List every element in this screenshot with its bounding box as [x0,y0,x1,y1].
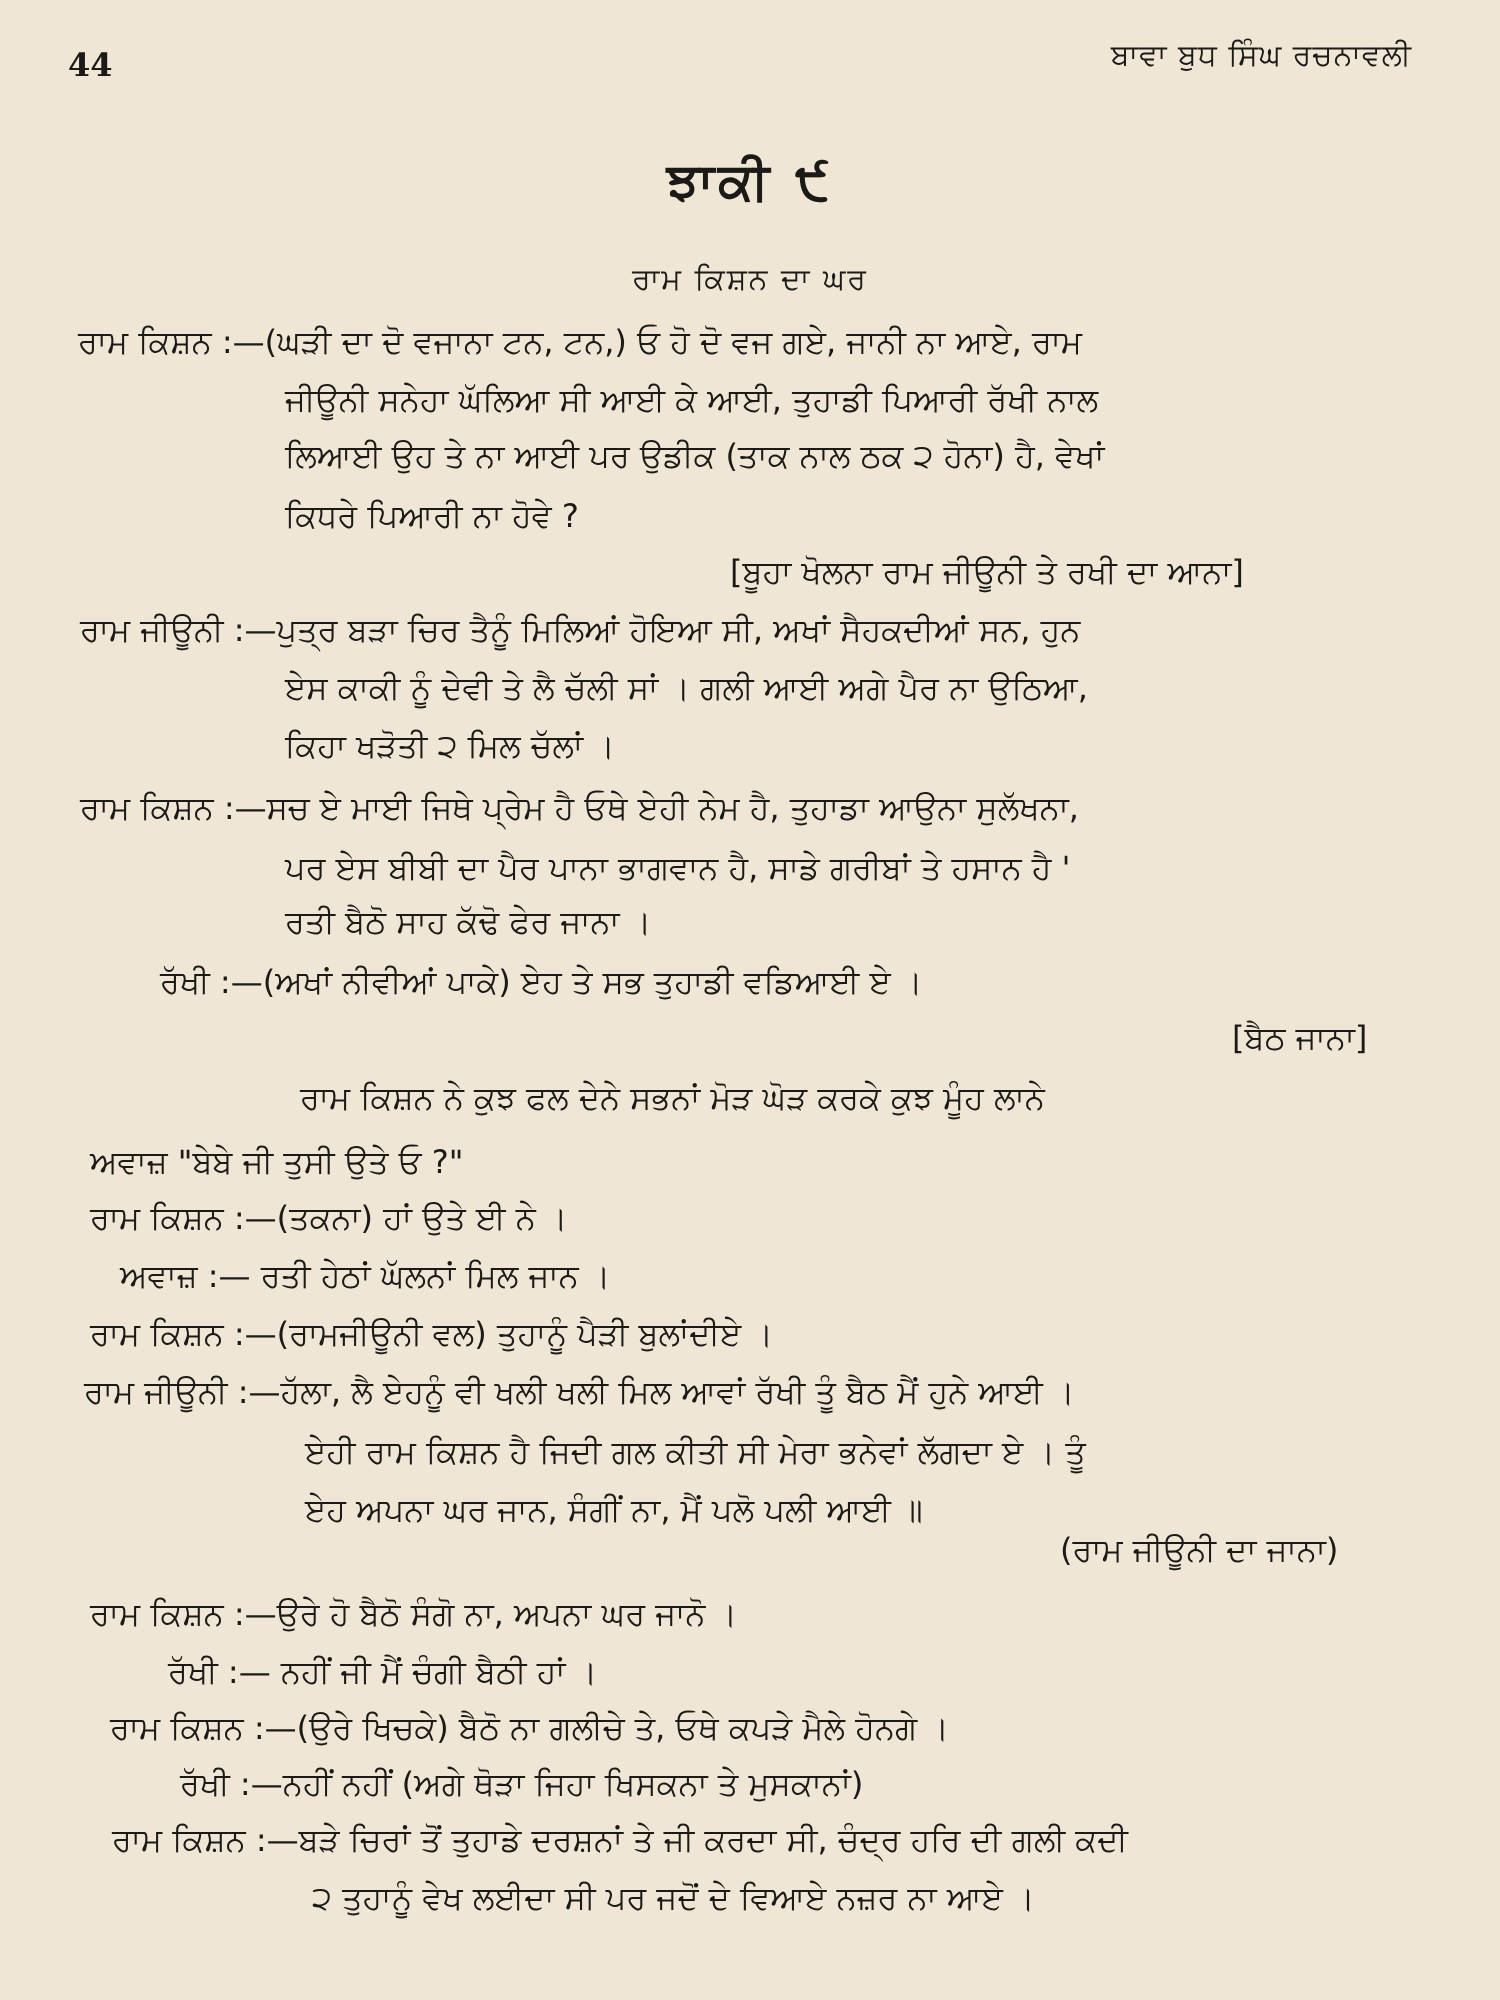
text-line: ਰਾਮ ਜੀਊਨੀ :—ਪੁਤ੍ਰ ਬੜਾ ਚਿਰ ਤੈਨੂੰ ਮਿਲਿਆਂ ਹੋਇਆ ਸੀ, ਅਖਾਂ ਸੈਹਕਦੀਆਂ ਸਨ, ਹੁਨ [80,611,1081,649]
stage-direction: (ਰਾਮ ਜੀਊਨੀ ਦਾ ਜਾਨਾ) [1060,1531,1339,1569]
text-line: ਕਿਹਾ ਖੜੋਤੀ ੨ ਮਿਲ ਚੱਲਾਂ । [285,727,615,765]
text-line: ਏਸ ਕਾਕੀ ਨੂੰ ਦੇਵੀ ਤੇ ਲੈ ਚੱਲੀ ਸਾਂ । ਗਲੀ ਆਈ ਅਗੇ ਪੈਰ ਨਾ ਉਠਿਆ, [285,669,1088,707]
text-line: ਰਾਮ ਕਿਸ਼ਨ :—ਉਰੇ ਹੋ ਬੈਠੋ ਸੰਗੋ ਨਾ, ਅਪਨਾ ਘਰ ਜਾਨੋ । [90,1595,738,1633]
text-line: ਰੱਖੀ :—(ਅਖਾਂ ਨੀਵੀਆਂ ਪਾਕੇ) ਏਹ ਤੇ ਸਭ ਤੁਹਾਡੀ ਵਡਿਆਈ ਏ । [160,963,923,1001]
text-line: ਰੱਖੀ :— ਨਹੀਂ ਜੀ ਮੈਂ ਚੰਗੀ ਬੈਠੀ ਹਾਂ । [168,1653,598,1691]
text-line: ਰਾਮ ਕਿਸ਼ਨ :—(ਘੜੀ ਦਾ ਦੋ ਵਜਾਨਾ ਟਨ, ਟਨ,) ਓ ਹੋ ਦੋ ਵਜ ਗਏ, ਜਾਨੀ ਨਾ ਆਏ, ਰਾਮ [78,323,1082,361]
text-line: ਪਰ ਏਸ ਬੀਬੀ ਦਾ ਪੈਰ ਪਾਨਾ ਭਾਗਵਾਨ ਹੈ, ਸਾਡੇ ਗਰੀਬਾਂ ਤੇ ਹਸਾਨ ਹੈ ' [285,849,1071,887]
text-line: ਏਹੀ ਰਾਮ ਕਿਸ਼ਨ ਹੈ ਜਿਦੀ ਗਲ ਕੀਤੀ ਸੀ ਮੇਰਾ ਭਨੇਵਾਂ ਲੱਗਦਾ ਏ । ਤੂੰ [305,1433,1086,1471]
text-line: ਰੱਖੀ :—ਨਹੀਂ ਨਹੀਂ (ਅਗੇ ਥੋੜਾ ਜਿਹਾ ਖਿਸਕਨਾ ਤੇ ਮੁਸਕਾਨਾਂ) [180,1765,864,1803]
text-line: ਅਵਾਜ਼ "ਬੇਬੇ ਜੀ ਤੁਸੀ ਉਤੇ ਓ ?" [90,1143,464,1181]
scene-heading: ਰਾਮ ਕਿਸ਼ਨ ਦਾ ਘਰ [632,262,868,297]
text-line: ਰਾਮ ਕਿਸ਼ਨ :—(ਉਰੇ ਖਿਚਕੇ) ਬੈਠੋ ਨਾ ਗਲੀਚੇ ਤੇ, ਓਥੇ ਕਪੜੇ ਮੈਲੇ ਹੋਨਗੇ । [110,1709,949,1747]
chapter-title: ਝਾਕੀ ੯ [666,152,834,212]
text-line: ਰਾਮ ਕਿਸ਼ਨ :—ਬੜੇ ਚਿਰਾਂ ਤੋਂ ਤੁਹਾਡੇ ਦਰਸ਼ਨਾਂ ਤੇ ਜੀ ਕਰਦਾ ਸੀ, ਚੰਦ੍ਰ ਹਰਿ ਦੀ ਗਲੀ ਕਦੀ [112,1821,1128,1859]
text-line: ਰਾਮ ਜੀਊਨੀ :—ਹੱਲਾ, ਲੈ ਏਹਨੂੰ ਵੀ ਖਲੀ ਖਲੀ ਮਿਲ ਆਵਾਂ ਰੱਖੀ ਤੂੰ ਬੈਠ ਮੈਂ ਹੁਨੇ ਆਈ । [84,1373,1075,1411]
text-line: ਜੀਊਨੀ ਸਨੇਹਾ ਘੱਲਿਆ ਸੀ ਆਈ ਕੇ ਆਈ, ਤੁਹਾਡੀ ਪਿਆਰੀ ਰੱਖੀ ਨਾਲ [285,381,1099,419]
text-line: ਰਤੀ ਬੈਠੋ ਸਾਹ ਕੱਢੋ ਫੇਰ ਜਾਨਾ । [285,903,652,941]
text-line: ਰਾਮ ਕਿਸ਼ਨ :—ਸਚ ਏ ਮਾਈ ਜਿਥੇ ਪ੍ਰੇਮ ਹੈ ਓਥੇ ਏਹੀ ਨੇਮ ਹੈ, ਤੁਹਾਡਾ ਆਉਨਾ ਸੁਲੱਖਨਾ, [80,789,1079,827]
text-line: ਰਾਮ ਕਿਸ਼ਨ :—(ਤਕਨਾ) ਹਾਂ ਉਤੇ ਈ ਨੇ । [90,1199,568,1237]
text-line: ਅਵਾਜ਼ :— ਰਤੀ ਹੇਠਾਂ ਘੱਲਨਾਂ ਮਿਲ ਜਾਨ । [120,1257,611,1295]
text-line: ਏਹ ਅਪਨਾ ਘਰ ਜਾਨ, ਸੰਗੀਂ ਨਾ, ਮੈਂ ਪਲੋ ਪਲੀ ਆਈ ॥ [305,1491,923,1529]
stage-direction: [ਬੂਹਾ ਖੋਲਨਾ ਰਾਮ ਜੀਊਨੀ ਤੇ ਰਖੀ ਦਾ ਆਨਾ] [730,553,1244,591]
text-line: ਰਾਮ ਕਿਸ਼ਨ :—(ਰਾਮਜੀਊਨੀ ਵਲ) ਤੁਹਾਨੂੰ ਪੈੜੀ ਬੁਲਾਂਦੀਏ । [90,1315,774,1353]
text-line: ਲਿਆਈ ਉਹ ਤੇ ਨਾ ਆਈ ਪਰ ਉਡੀਕ (ਤਾਕ ਨਾਲ ਠਕ ੨ ਹੋਨਾ) ਹੈ, ਵੇਖਾਂ [285,437,1105,475]
running-title: ਬਾਵਾ ਬੁਧ ਸਿੰਘ ਰਚਨਾਵਲੀ [1110,38,1412,73]
text-line: ਕਿਧਰੇ ਪਿਆਰੀ ਨਾ ਹੋਵੇ ? [285,497,579,535]
stage-direction: [ਬੈਠ ਜਾਨਾ] [1232,1019,1368,1057]
page-number: 44 [68,46,113,84]
stage-direction: ਰਾਮ ਕਿਸ਼ਨ ਨੇ ਕੁਝ ਫਲ ਦੇਨੇ ਸਭਨਾਂ ਮੋੜ ਘੋੜ ਕਰਕੇ ਕੁਝ ਮੂੰਹ ਲਾਨੇ [300,1079,1045,1117]
text-line: ੨ ਤੁਹਾਨੂੰ ਵੇਖ ਲਈਦਾ ਸੀ ਪਰ ਜਦੋਂ ਦੇ ਵਿਆਏ ਨਜ਼ਰ ਨਾ ਆਏ । [312,1879,1035,1917]
